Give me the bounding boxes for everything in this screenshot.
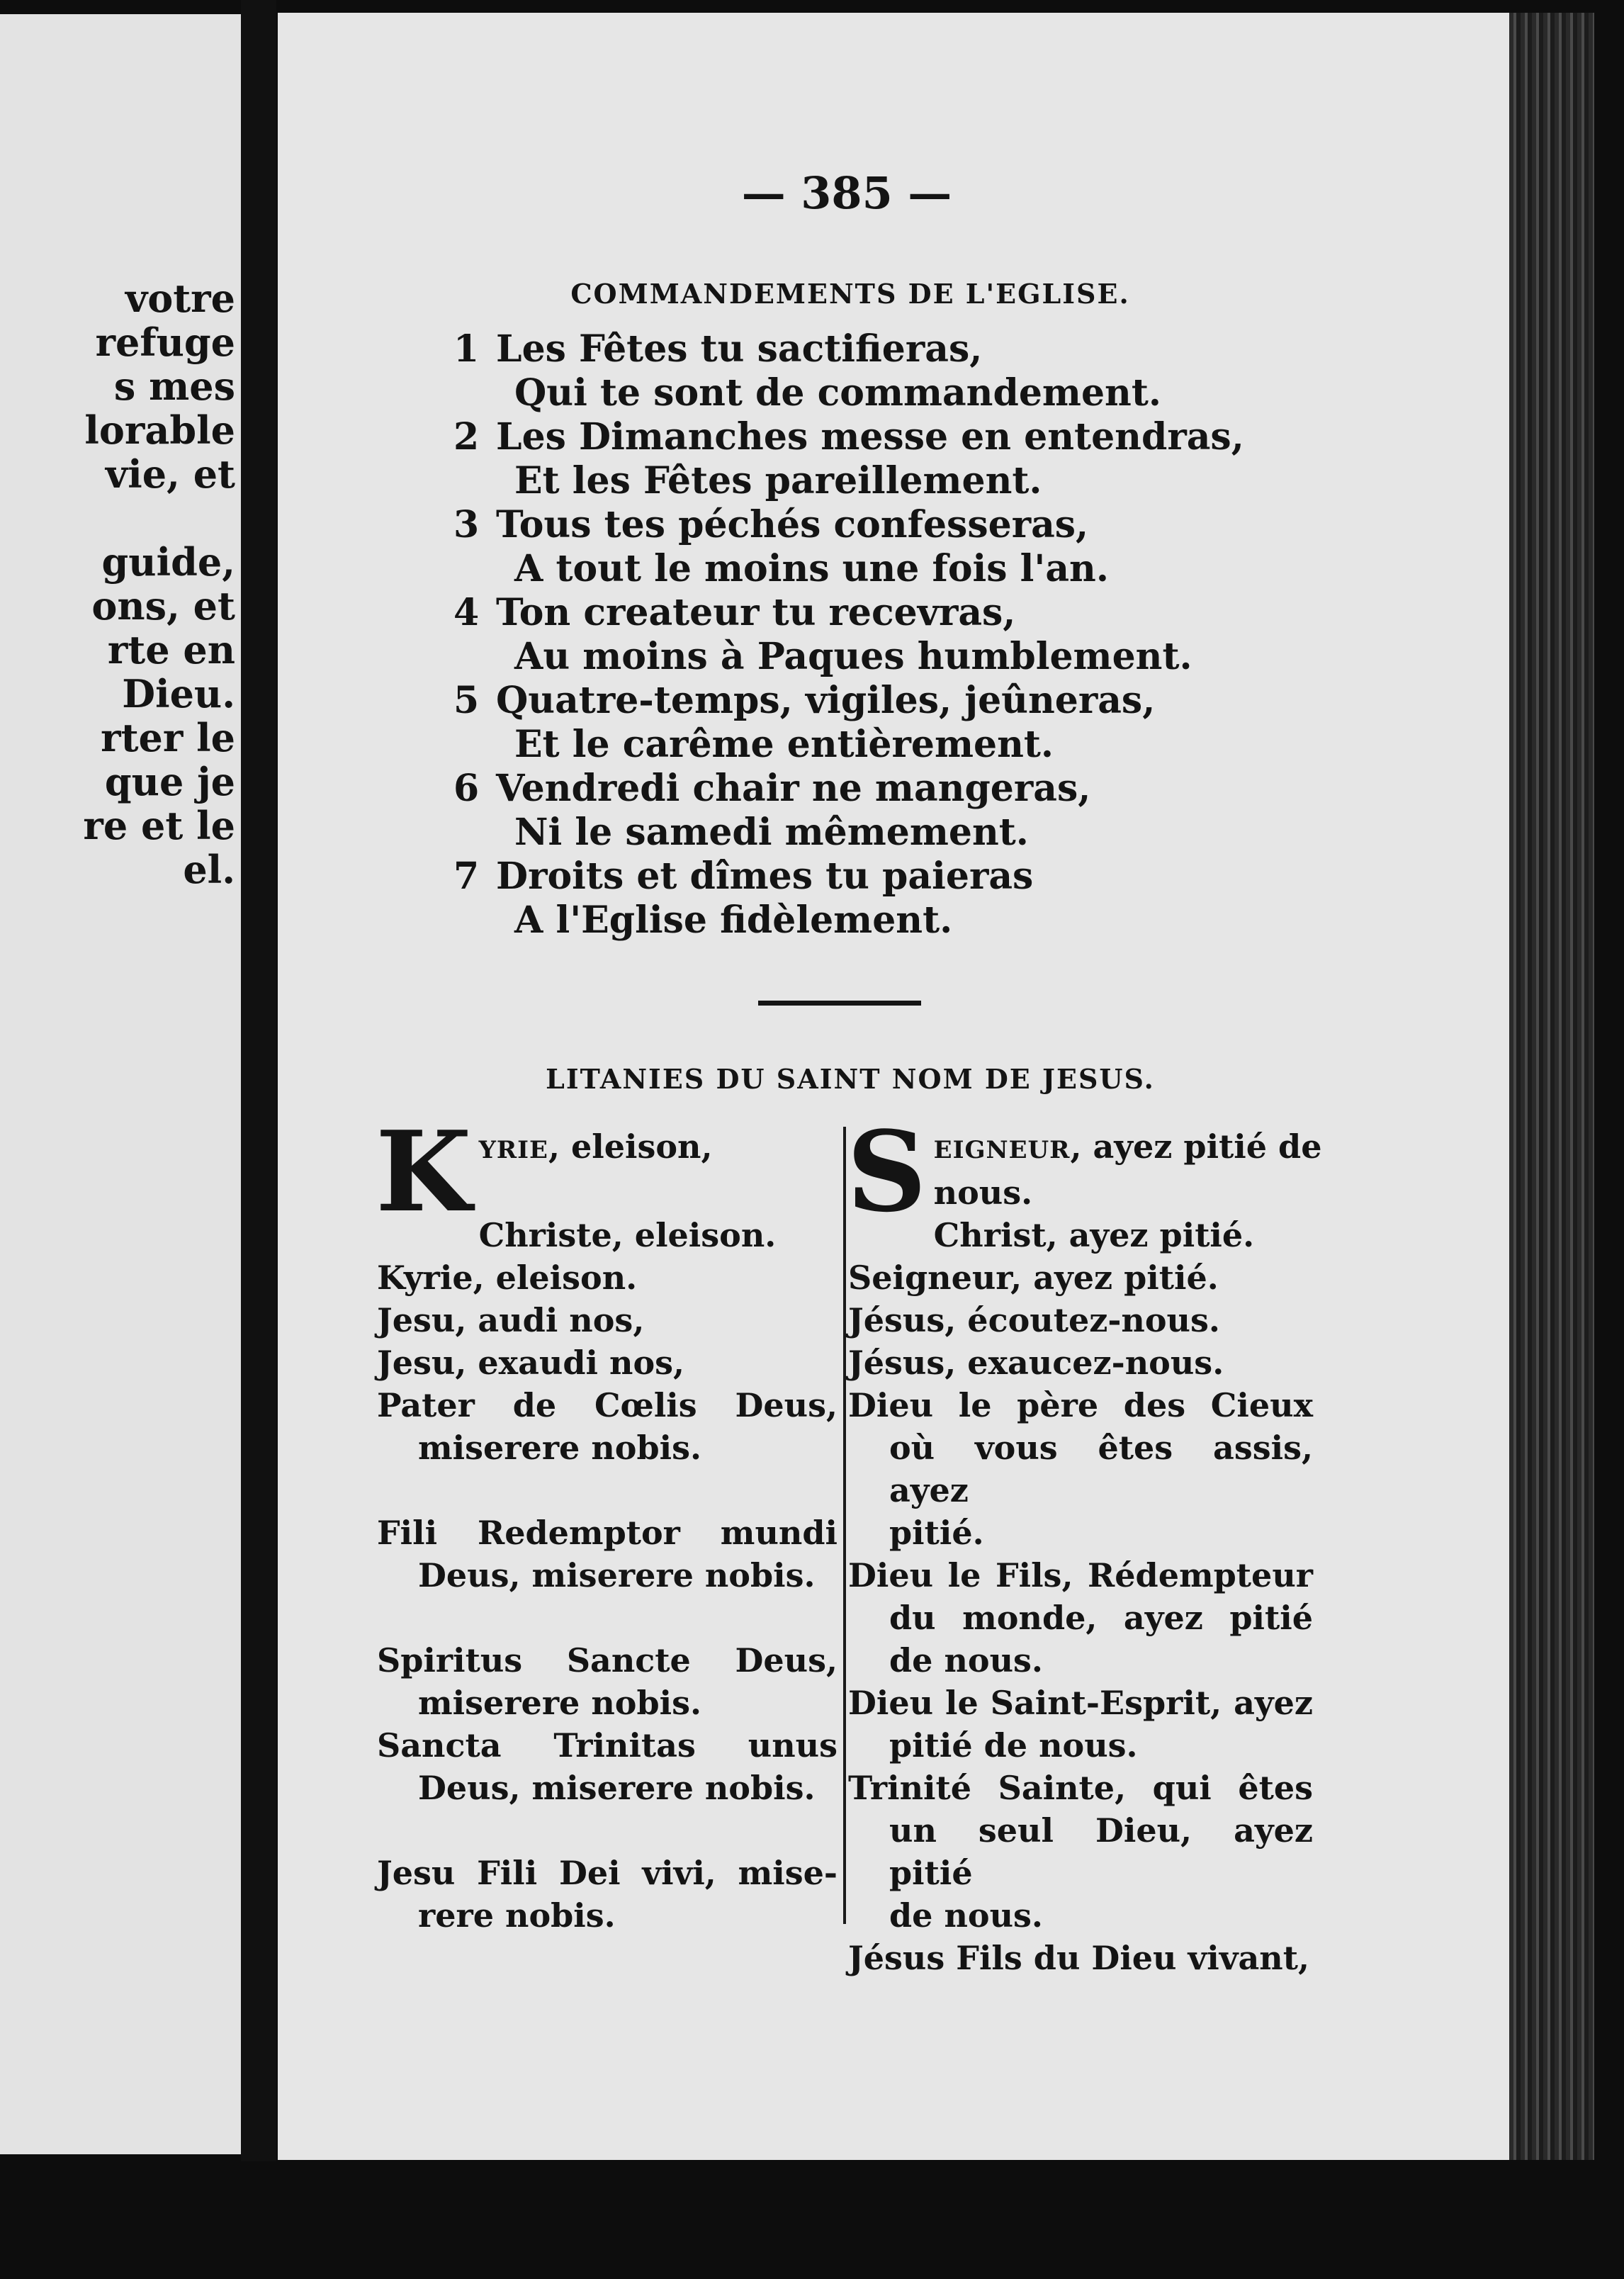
- page-number: — 385 —: [741, 167, 952, 219]
- french-line: Dieu le Fils, Rédempteur: [848, 1556, 1313, 1594]
- latin-line: miserere nobis.: [418, 1429, 702, 1467]
- left-line: el.: [183, 847, 235, 892]
- commandment-text: Tous tes péchés confesseras,: [496, 503, 1089, 546]
- left-line: rter le: [101, 715, 235, 760]
- commandment-continuation: A l'Eglise fidèlement.: [514, 899, 953, 942]
- latin-line: Deus, miserere nobis.: [418, 1769, 816, 1807]
- french-line: de nous.: [889, 1896, 1043, 1935]
- latin-first-rest: , eleison,: [548, 1127, 713, 1166]
- commandment-continuation: Au moins à Paques humblement.: [514, 635, 1192, 678]
- commandment-text: Quatre-temps, vigiles, jeûneras,: [496, 679, 1156, 722]
- commandment-line: [453, 679, 1155, 723]
- commandment-continuation: Et le carême entièrement.: [514, 723, 1054, 766]
- commandment-line: [453, 855, 1033, 899]
- commandment-continuation: Ni le samedi mêmement.: [514, 811, 1029, 854]
- commandment-continuation: A tout le moins une fois l'an.: [514, 547, 1109, 590]
- left-line: vie, et: [105, 451, 235, 497]
- french-line: de nous.: [889, 1641, 1043, 1679]
- commandment-number: 2: [453, 415, 480, 458]
- latin-line: Fili Redemptor mundi: [377, 1514, 838, 1552]
- book-spine: [241, 0, 276, 2161]
- left-line: que je: [104, 759, 235, 804]
- left-line: ons, et: [91, 583, 235, 629]
- latin-line: Jesu, exaudi nos,: [377, 1344, 685, 1382]
- left-line: [83, 496, 235, 540]
- section-divider: [758, 1001, 921, 1006]
- commandment-number: 7: [453, 855, 480, 898]
- litanies-heading: LITANIES DU SAINT NOM DE JESUS.: [546, 1063, 1155, 1095]
- commandment-text: Ton createur tu recevras,: [496, 591, 1016, 634]
- left-line: rte en: [107, 627, 235, 673]
- commandment-number: 4: [453, 591, 480, 634]
- french-line: un seul Dieu, ayez pitié: [889, 1811, 1313, 1892]
- french-line: où vous êtes assis, ayez: [889, 1429, 1313, 1509]
- commandment-number: 1: [453, 327, 480, 371]
- latin-line: Pater de Cœlis Deus,: [377, 1386, 838, 1424]
- commandment-number: 3: [453, 503, 480, 546]
- french-line: pitié.: [889, 1514, 984, 1552]
- latin-line: Christe, eleison.: [478, 1216, 777, 1254]
- left-page: [0, 14, 241, 2154]
- latin-line: Sancta Trinitas unus: [377, 1726, 838, 1765]
- commandment-line: [453, 415, 1244, 459]
- latin-dropcap: K: [376, 1107, 472, 1237]
- commandment-line: [453, 591, 1015, 635]
- commandment-number: 6: [453, 767, 480, 810]
- french-line: Dieu le Saint-Esprit, ayez: [848, 1684, 1313, 1722]
- left-line: refuge: [95, 320, 235, 365]
- left-line: re et le: [83, 803, 235, 848]
- french-line: Jésus Fils du Dieu vivant,: [848, 1939, 1309, 1977]
- commandments-heading: COMMANDEMENTS DE L'EGLISE.: [570, 278, 1130, 310]
- french-column: [847, 1107, 1322, 1979]
- commandment-text: Vendredi chair ne mangeras,: [496, 767, 1091, 810]
- page-edge: [1509, 13, 1594, 2160]
- french-line: Jésus, écoutez-nous.: [848, 1301, 1220, 1339]
- french-smallcaps: EIGNEUR: [933, 1136, 1071, 1164]
- french-line: Dieu le père des Cieux: [848, 1386, 1313, 1424]
- column-rule: [843, 1127, 846, 1924]
- french-line: Jésus, exaucez-nous.: [848, 1344, 1224, 1382]
- left-line: guide,: [101, 539, 235, 585]
- french-line: Christ, ayez pitié.: [933, 1216, 1255, 1254]
- commandment-text: Les Fêtes tu sactifieras,: [496, 327, 983, 371]
- left-page-text: [83, 276, 235, 891]
- commandment-line: [453, 767, 1090, 811]
- left-line: votre: [125, 276, 235, 321]
- latin-line: Jesu, audi nos,: [377, 1301, 645, 1339]
- latin-line: miserere nobis.: [418, 1684, 702, 1722]
- latin-column: [376, 1107, 838, 1937]
- commandment-text: Les Dimanches messe en entendras,: [496, 415, 1244, 458]
- commandment-continuation: Et les Fêtes pareillement.: [514, 459, 1042, 502]
- french-line: pitié de nous.: [889, 1726, 1138, 1765]
- french-first-rest: , ayez pitié de: [1070, 1127, 1322, 1166]
- commandment-number: 5: [453, 679, 480, 722]
- french-dropcap: S: [847, 1107, 927, 1237]
- latin-line: Deus, miserere nobis.: [418, 1556, 816, 1594]
- latin-line: Jesu Fili Dei vivi, mise-: [377, 1854, 838, 1892]
- left-line: Dieu.: [122, 671, 235, 716]
- latin-line: Spiritus Sancte Deus,: [377, 1641, 838, 1679]
- commandment-continuation: Qui te sont de commandement.: [514, 371, 1161, 415]
- latin-smallcaps: YRIE: [478, 1136, 548, 1164]
- french-line: du monde, ayez pitié: [889, 1599, 1313, 1637]
- latin-line: rere nobis.: [418, 1896, 616, 1935]
- commandment-text: Droits et dîmes tu paieras: [496, 855, 1034, 898]
- commandment-line: [453, 503, 1088, 547]
- french-line: Trinité Sainte, qui êtes: [848, 1769, 1313, 1807]
- left-line: lorable: [84, 407, 235, 453]
- left-line: s mes: [113, 364, 235, 409]
- latin-line: Kyrie, eleison.: [377, 1259, 638, 1297]
- commandment-line: [453, 327, 982, 371]
- french-line: Seigneur, ayez pitié.: [848, 1259, 1219, 1297]
- french-first-cont: nous.: [933, 1174, 1033, 1212]
